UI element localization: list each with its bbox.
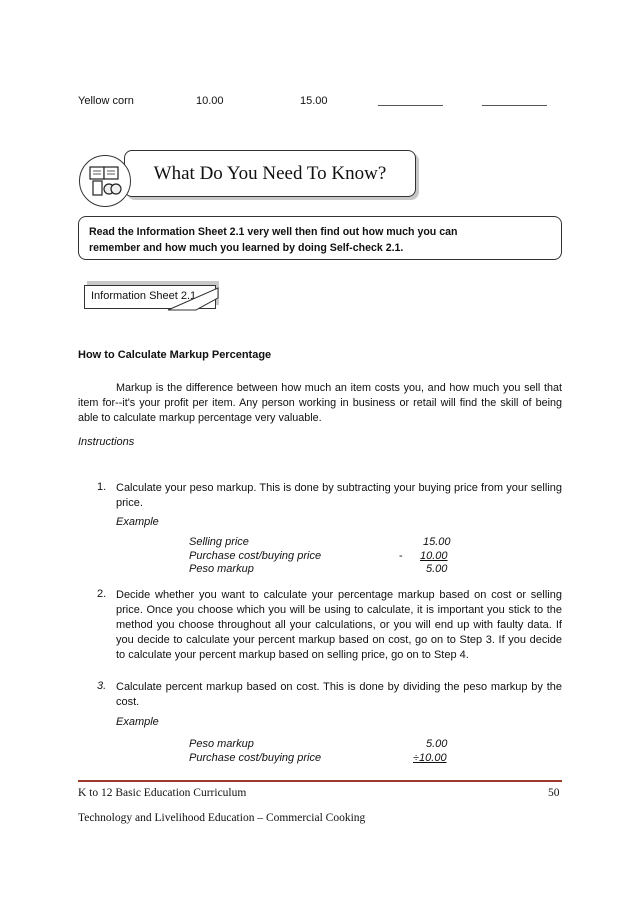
example-row-label: Purchase cost/buying price bbox=[189, 752, 322, 764]
step-number: 2. bbox=[97, 588, 107, 600]
top-row-cost: 10.00 bbox=[196, 95, 224, 107]
example-row-value: 5.00 bbox=[426, 738, 448, 750]
callout-pointer bbox=[166, 284, 222, 314]
blank-line bbox=[378, 97, 443, 106]
instruction-line: Read the Information Sheet 2.1 very well then find out how much you can bbox=[89, 226, 458, 238]
info-sheet-label: Information Sheet 2.1 bbox=[84, 285, 216, 309]
step-text: Decide whether you want to calculate your percentage markup based on cost or selling price. Once you choose which you will be using to calculate, it is important you stick to the method you choose throughout all your calculations, or you will end up with faulty data. If you decide to calculate your percent markup based on cost, go on to Step 3. If you decide to calculate your percent markup based on selling price, go on to Step 4. bbox=[116, 589, 562, 661]
banner-title: What Do You Need To Know? bbox=[124, 150, 416, 197]
step-text: Calculate percent markup based on cost. This is done by dividing the peso markup by the cost. bbox=[116, 681, 562, 708]
page-number: 50 bbox=[548, 787, 560, 799]
step-text: Calculate your peso markup. This is done by subtracting your buying price from your selling price. bbox=[116, 482, 562, 509]
instructions-label: Instructions bbox=[78, 436, 135, 448]
example-row-value: ÷10.00 bbox=[413, 752, 447, 764]
example-row-label: Selling price bbox=[189, 536, 249, 548]
example-row-label: Purchase cost/buying price bbox=[189, 550, 322, 562]
instruction-line: remember and how much you learned by doing Self-check 2.1. bbox=[89, 242, 404, 254]
section-heading: How to Calculate Markup Percentage bbox=[78, 349, 272, 361]
example-row-label: Peso markup bbox=[189, 563, 254, 575]
instruction-box bbox=[78, 216, 562, 260]
example-label: Example bbox=[116, 716, 159, 728]
book-magnifier-icon bbox=[79, 155, 131, 207]
section-paragraph: Markup is the difference between how much an item costs you, and how much you sell that item for--it's your profit per item. Any person working in business or retail will find the skill of being able to calculate markup percentage very valuable. bbox=[78, 382, 562, 424]
example-row-operator: - bbox=[399, 550, 403, 562]
footer-rule bbox=[78, 780, 562, 782]
step-number: 3. bbox=[97, 680, 107, 692]
example-label: Example bbox=[116, 516, 159, 528]
example-row-value: 10.00 bbox=[420, 550, 448, 562]
blank-line bbox=[482, 97, 547, 106]
footer-subject: Technology and Livelihood Education – Commercial Cooking bbox=[78, 812, 366, 824]
footer-curriculum: K to 12 Basic Education Curriculum bbox=[78, 787, 247, 799]
top-row-price: 15.00 bbox=[300, 95, 328, 107]
example-row-value: 5.00 bbox=[426, 563, 448, 575]
step-number: 1. bbox=[97, 481, 107, 493]
example-row-label: Peso markup bbox=[189, 738, 254, 750]
top-row-item: Yellow corn bbox=[78, 95, 134, 107]
example-row-value: 15.00 bbox=[423, 536, 451, 548]
